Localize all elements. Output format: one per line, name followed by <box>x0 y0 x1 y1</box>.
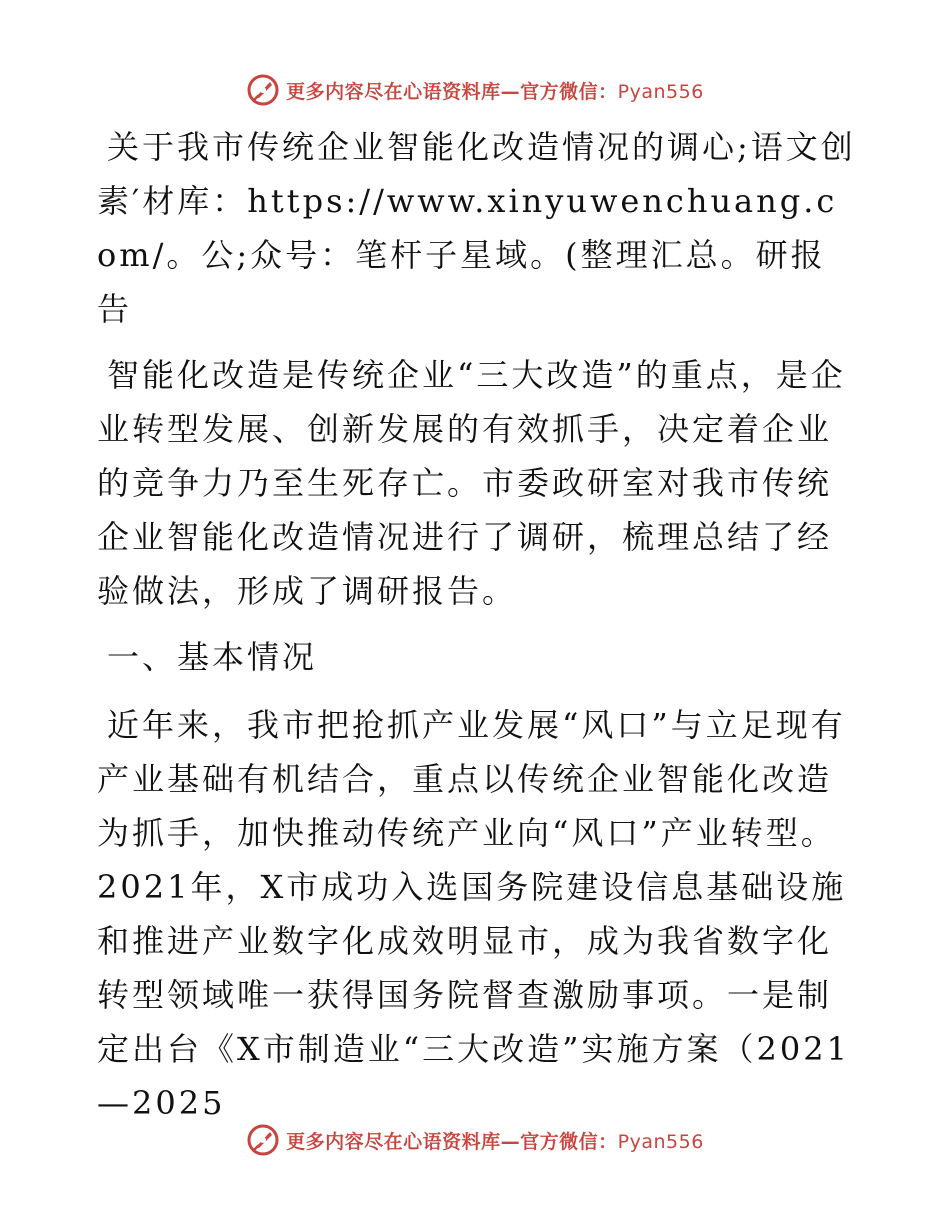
header-watermark <box>0 70 950 110</box>
watermark-wechat-id: Pyan556 <box>617 1130 704 1153</box>
footer-watermark <box>0 1120 950 1160</box>
document-body <box>97 120 857 1130</box>
section-heading: 一、基本情况 <box>107 638 318 676</box>
watermark-text: 更多内容尽在心语资料库—官方微信：Pyan556 <box>286 80 704 103</box>
feather-pen-circle-icon <box>246 1123 280 1157</box>
intro-paragraph: 智能化改造是传统企业“三大改造”的重点，是企业转型发展、创新发展的有效抓手，决定着企业的竞争力乃至生死存亡。市委政研室对我市传统企业智能化改造情况进行了调研，梳理总结了经验做法，形成了调研报告。 <box>97 356 846 610</box>
document-title: 关于我市传统企业智能化改造情况的调心;语文创素′材库：https://www.xinyuwenchuang.com/。公;众号：笔杆子星域。(整理汇总。研报告 <box>97 128 856 328</box>
watermark-text: 更多内容尽在心语资料库—官方微信：Pyan556 <box>286 1130 704 1153</box>
watermark-wechat-id: Pyan556 <box>617 80 704 103</box>
feather-pen-circle-icon <box>246 73 280 107</box>
body-paragraph: 近年来，我市把抢抓产业发展“风口”与立足现有产业基础有机结合，重点以传统企业智能化改造为抓手，加快推动传统产业向“风口”产业转型。2021年，X市成功入选国务院建设信息基础设施和推进产业数字化成效明显市，成为我省数字化转型领域唯一获得国务院督查激励事项。一是制定出台《X市制造业“三大改造”实施方案（2021—2025 <box>97 706 850 1122</box>
